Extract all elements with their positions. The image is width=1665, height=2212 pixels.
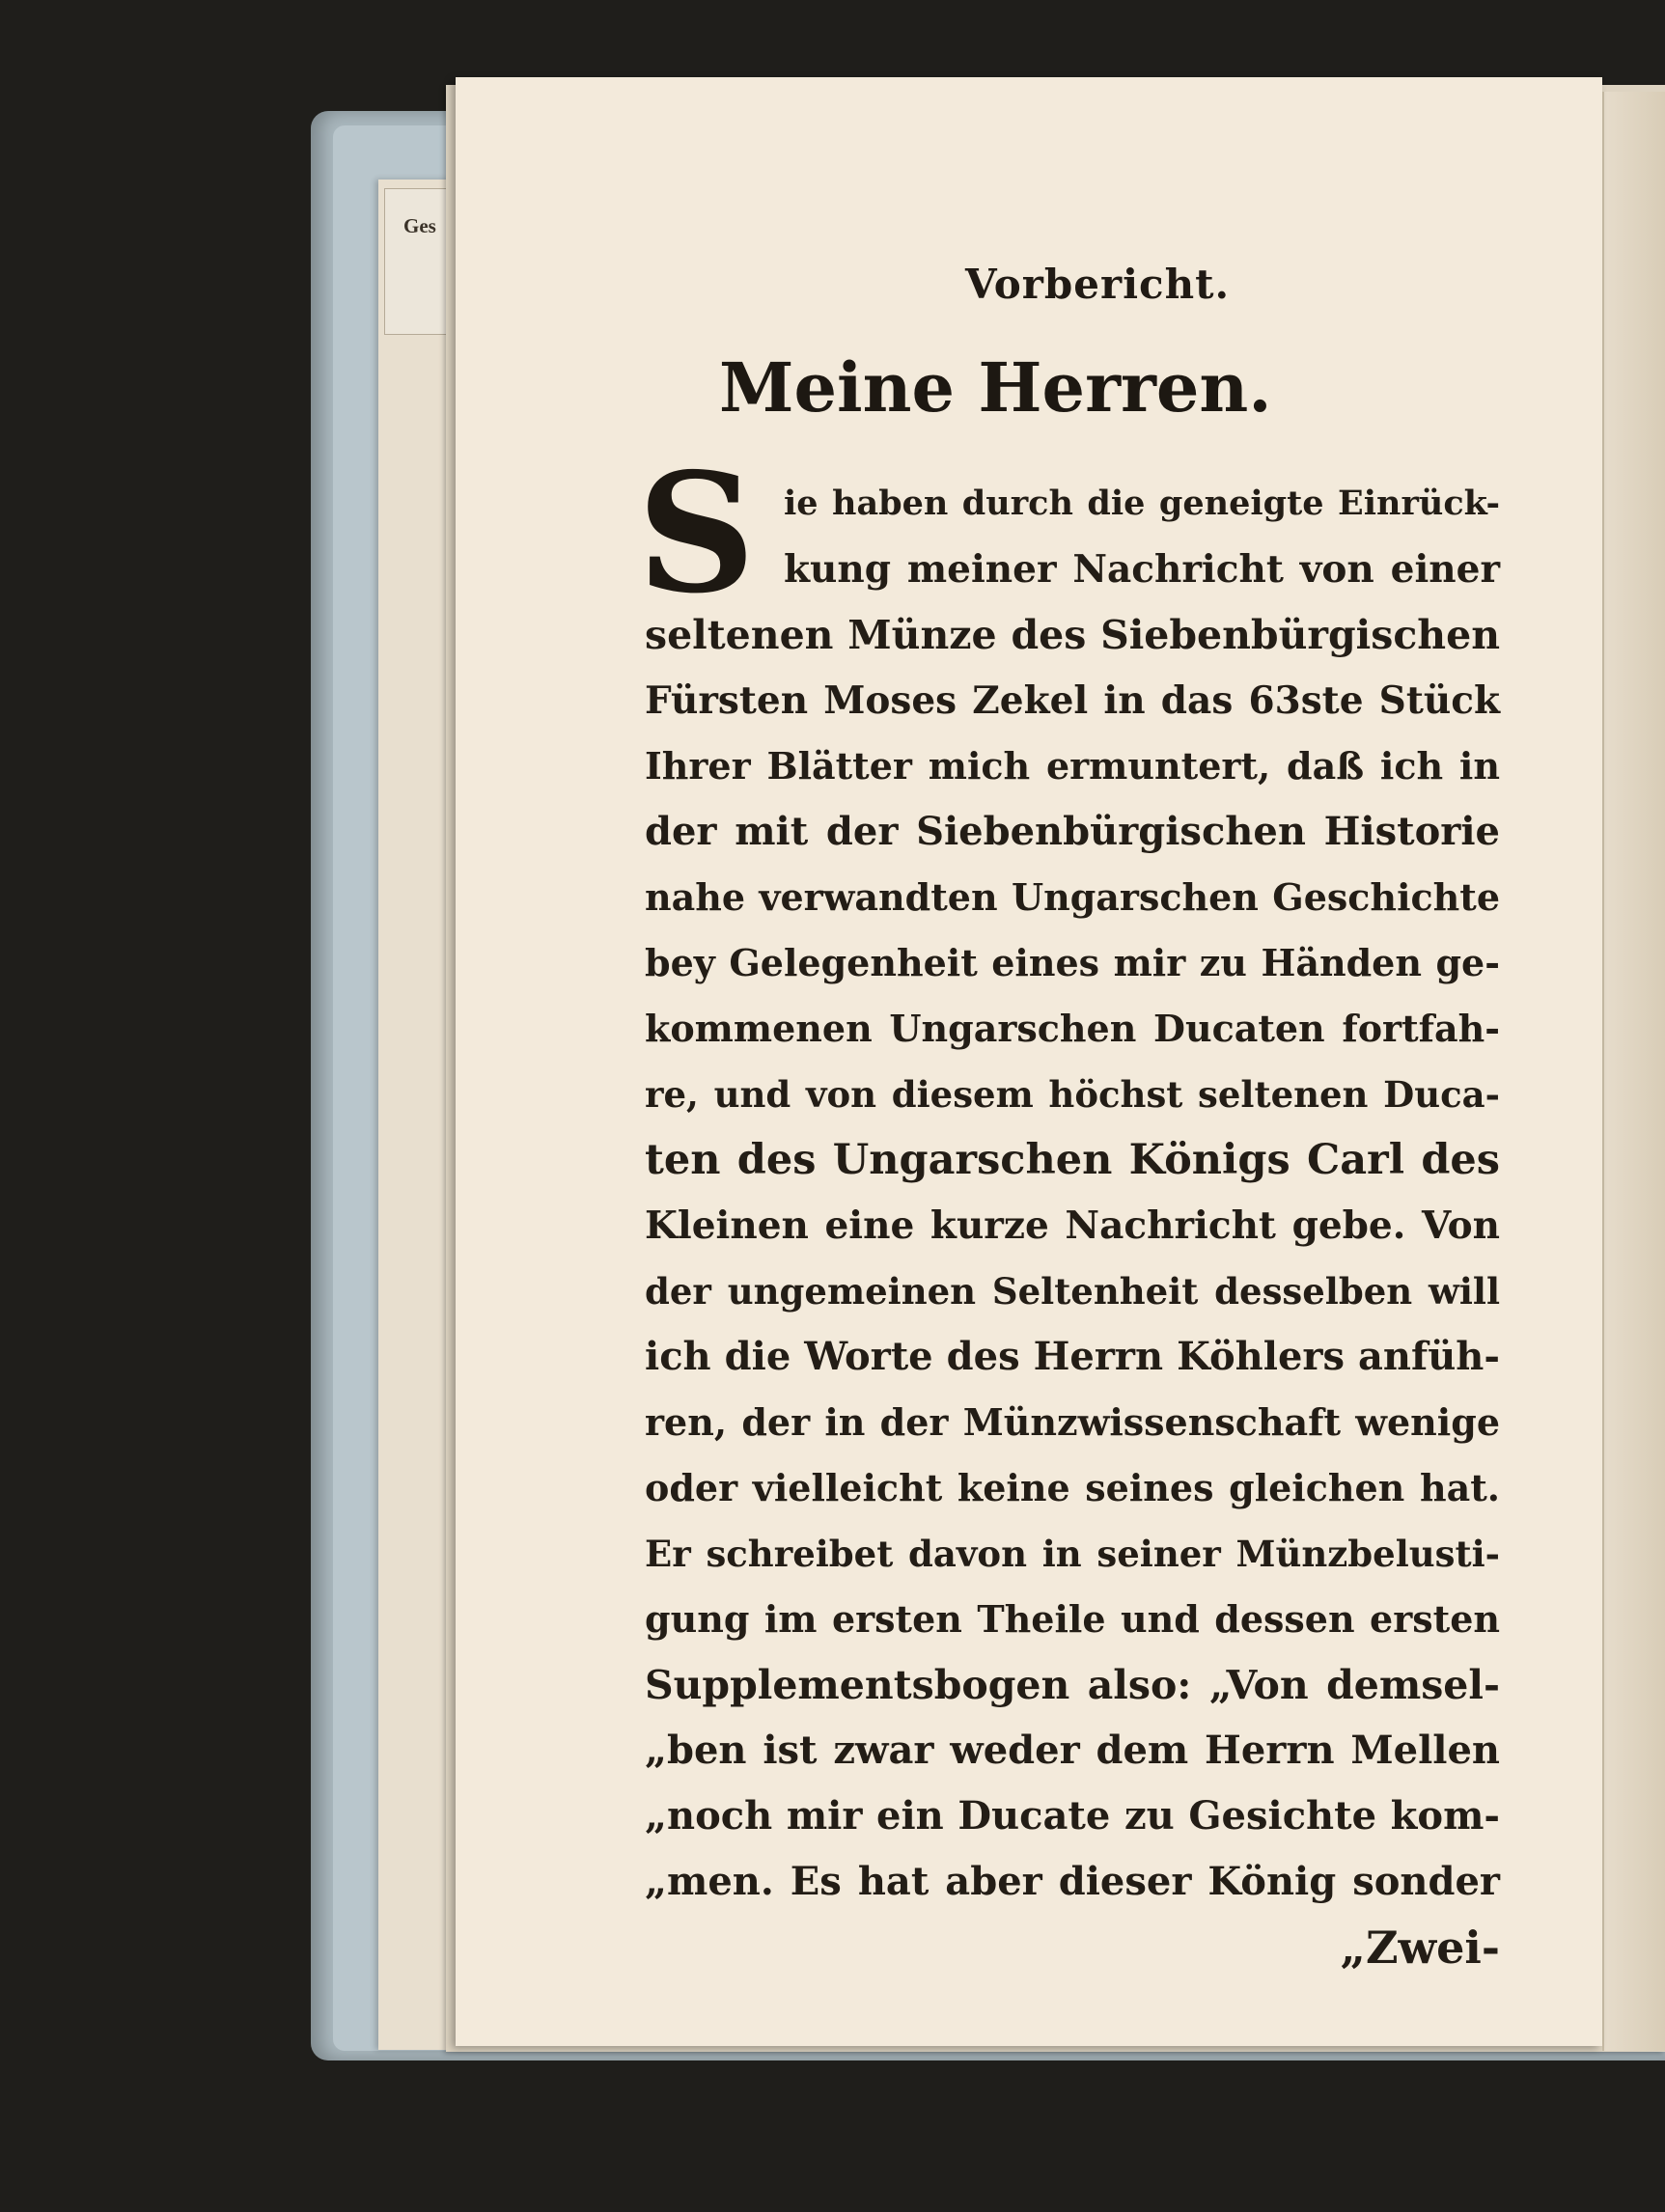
text-line: re, und von diesem höchst seltenen Duca- (645, 1073, 1500, 1116)
text-line: der mit der Siebenbürgischen Historie (645, 809, 1500, 854)
catchword: „Zwei- (1340, 1922, 1500, 1974)
text-line: kommenen Ungarschen Ducaten fortfah- (645, 1007, 1500, 1050)
text-line: Supplementsbogen also: „Von demsel- (645, 1662, 1500, 1708)
text-line: Fürsten Moses Zekel in das 63ste Stück (645, 678, 1500, 723)
text-line: nahe verwandten Ungarschen Geschichte (645, 875, 1500, 919)
text-line: ich die Worte des Herrn Köhlers anfüh- (645, 1334, 1500, 1379)
text-line: Er schreibet davon in seiner Münzbelusti- (645, 1533, 1500, 1575)
text-line: „men. Es hat aber dieser König sonder (645, 1859, 1500, 1904)
spine-label-text: Ges (403, 214, 436, 237)
text-line: ie haben durch die geneigte Einrück- (784, 484, 1500, 523)
drop-cap: S (637, 437, 756, 630)
text-line: oder vielleicht keine seines gleichen hat. (645, 1466, 1500, 1509)
text-line: gung im ersten Theile und dessen ersten (645, 1597, 1500, 1641)
spine-label-strip (384, 188, 456, 335)
text-line: Ihrer Blätter mich ermuntert, daß ich in (645, 744, 1500, 788)
page-heading: Vorbericht. (965, 261, 1231, 308)
text-line: „noch mir ein Ducate zu Gesichte kom- (645, 1793, 1500, 1839)
facing-page-edge (1602, 92, 1665, 2051)
text-line: der ungemeinen Seltenheit desselben will (645, 1270, 1500, 1313)
text-line: bey Gelegenheit eines mir zu Händen ge- (645, 941, 1500, 984)
text-line: seltenen Münze des Siebenbürgischen (645, 612, 1500, 658)
salutation: Meine Herren. (719, 347, 1272, 428)
text-line: „ben ist zwar weder dem Herrn Mellen (645, 1728, 1500, 1773)
text-line: ten des Ungarschen Königs Carl des (645, 1136, 1500, 1184)
text-line: ren, der in der Münzwissenschaft wenige (645, 1400, 1500, 1444)
text-line: kung meiner Nachricht von einer (784, 547, 1500, 592)
text-line: Kleinen eine kurze Nachricht gebe. Von (645, 1203, 1500, 1248)
